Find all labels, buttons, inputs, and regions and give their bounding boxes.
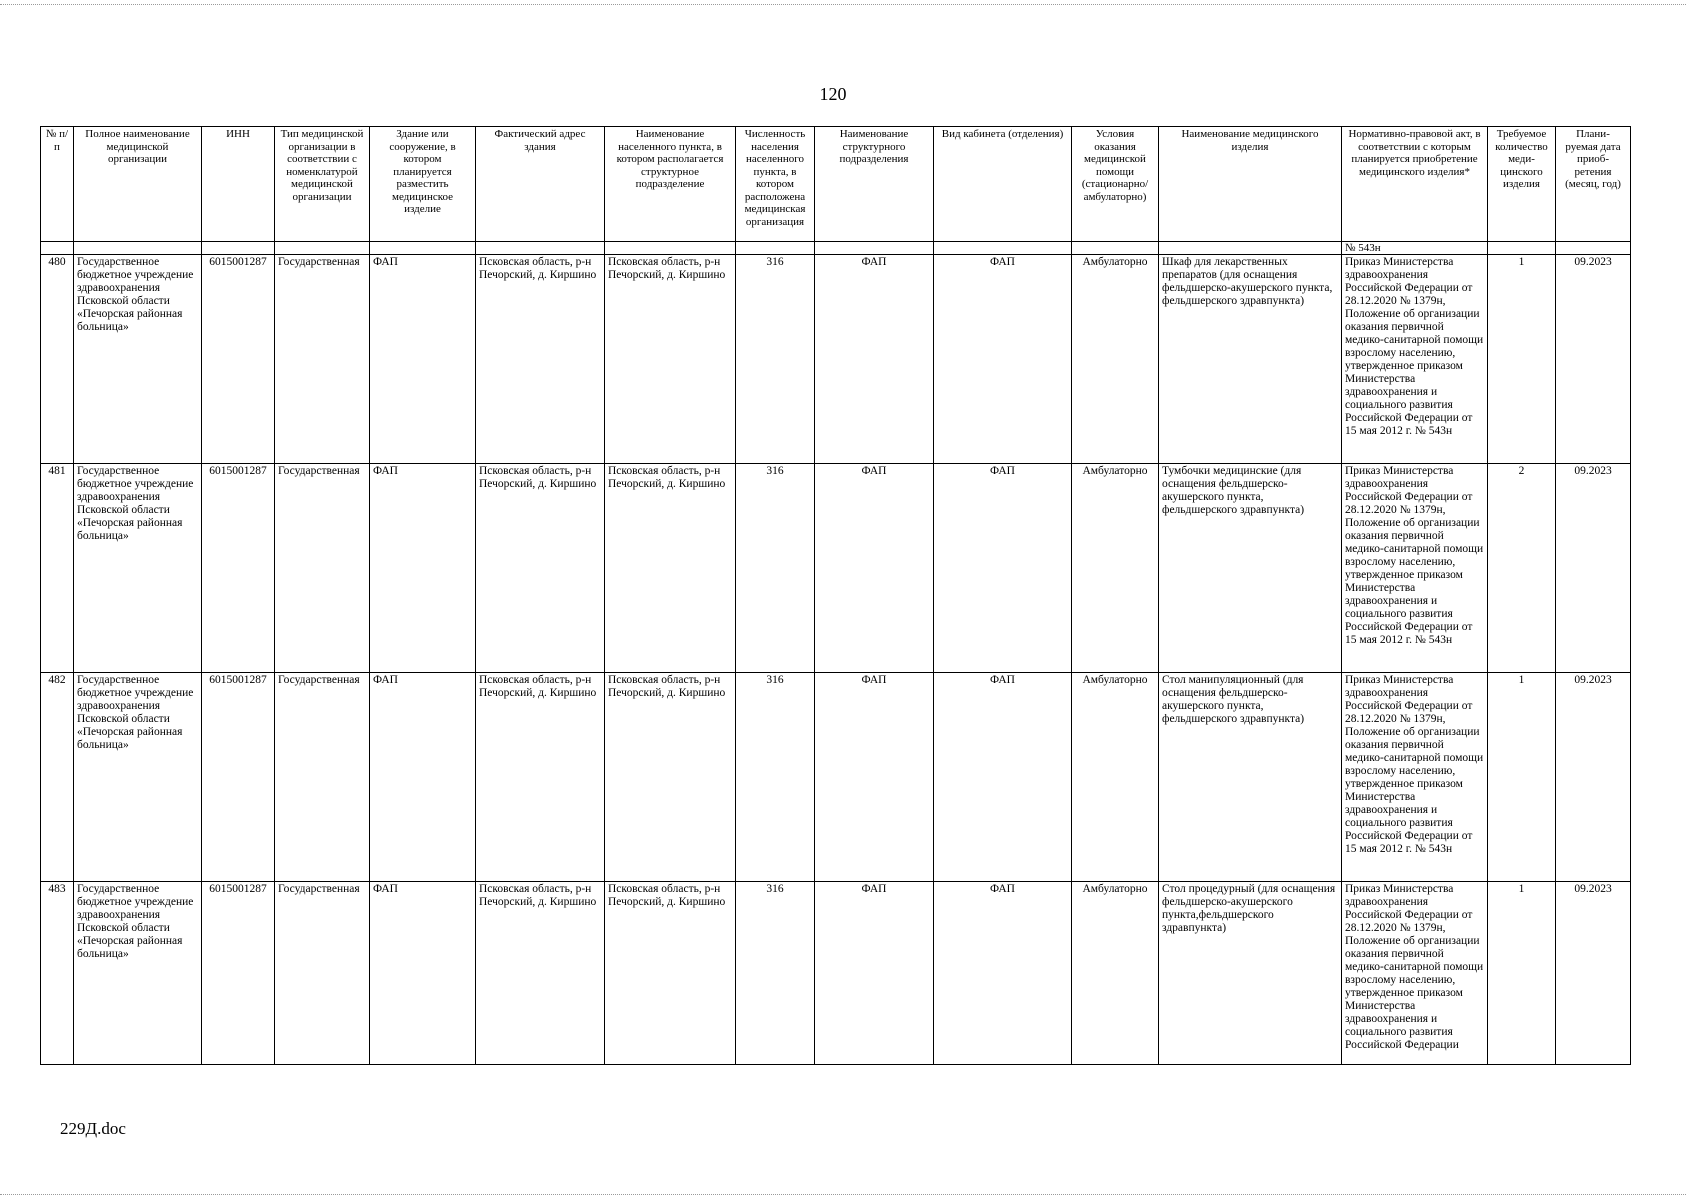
- cell-unit: ФАП: [815, 673, 934, 882]
- cell-org: Государственное бюджетное учреждение здравоохранения Псковской области «Печорская районная больница»: [74, 255, 202, 464]
- cell-date: 09.2023: [1556, 673, 1631, 882]
- cell-unit: ФАП: [815, 255, 934, 464]
- col-header-date: Плани- руемая дата приоб- ретения (месяц, год): [1556, 127, 1631, 242]
- cell-act: Приказ Министерства здравоохранения Российской Федерации от 28.12.2020 № 1379н, Положение об организации оказания первичной медико-санитарной помощи взрослому населению, утвержденное приказом Министерства здравоохранения и социального развития Российской Федерации от 15 мая 2012 г. № 543н: [1342, 464, 1488, 673]
- cell-building: ФАП: [370, 464, 476, 673]
- col-header-num: № п/п: [41, 127, 74, 242]
- col-header-locality: Наименование населенного пункта, в котором располагается структурное подразделение: [605, 127, 736, 242]
- cell-address: Псковская область, р-н Печорский, д. Киршино: [476, 673, 605, 882]
- carryover-act-text: № 543н: [1342, 242, 1488, 255]
- cell-building: ФАП: [370, 255, 476, 464]
- cell-org: Государственное бюджетное учреждение здравоохранения Псковской области «Печорская районная больница»: [74, 464, 202, 673]
- cell-address: Псковская область, р-н Печорский, д. Киршино: [476, 464, 605, 673]
- cell-qty: 1: [1488, 255, 1556, 464]
- col-header-cabinet: Вид кабинета (отделения): [934, 127, 1072, 242]
- cell-num: 483: [41, 882, 74, 1065]
- cell-date: 09.2023: [1556, 882, 1631, 1065]
- cell-building: ФАП: [370, 882, 476, 1065]
- cell-population: 316: [736, 882, 815, 1065]
- cell-device: Шкаф для лекарственных препаратов (для оснащения фельдшерско-акушерского пункта, фельдшерского здравпункта): [1159, 255, 1342, 464]
- cell-population: 316: [736, 464, 815, 673]
- table-row: [41, 673, 1631, 882]
- table-row: [41, 882, 1631, 1065]
- equipment-table: [40, 126, 1631, 1065]
- cell-locality: Псковская область, р-н Печорский, д. Киршино: [605, 882, 736, 1065]
- cell-type: Государственная: [275, 882, 370, 1065]
- col-header-device: Наименование медицинского изделия: [1159, 127, 1342, 242]
- cell-num: 482: [41, 673, 74, 882]
- cell-cabinet: ФАП: [934, 882, 1072, 1065]
- cell-inn: 6015001287: [202, 255, 275, 464]
- cell-population: 316: [736, 255, 815, 464]
- cell-type: Государственная: [275, 255, 370, 464]
- scan-edge-top: [0, 4, 1686, 5]
- cell-qty: 2: [1488, 464, 1556, 673]
- col-header-conditions: Условия оказания медицинской помощи (стационарно/ амбулаторно): [1072, 127, 1159, 242]
- cell-act: Приказ Министерства здравоохранения Российской Федерации от 28.12.2020 № 1379н, Положение об организации оказания первичной медико-санитарной помощи взрослому населению, утвержденное приказом Министерства здравоохранения и социального развития Российской Федерации от 15 мая 2012 г. № 543н: [1342, 673, 1488, 882]
- page-number: 120: [819, 84, 847, 104]
- cell-num: 480: [41, 255, 74, 464]
- cell-qty: 1: [1488, 673, 1556, 882]
- col-header-qty: Требуемое количество меди- цинского изделия: [1488, 127, 1556, 242]
- cell-conditions: Амбулаторно: [1072, 464, 1159, 673]
- cell-conditions: Амбулаторно: [1072, 255, 1159, 464]
- col-header-act: Нормативно-правовой акт, в соответствии с которым планируется приобретение медицинского изделия*: [1342, 127, 1488, 242]
- cell-inn: 6015001287: [202, 673, 275, 882]
- cell-unit: ФАП: [815, 882, 934, 1065]
- cell-cabinet: ФАП: [934, 673, 1072, 882]
- cell-conditions: Амбулаторно: [1072, 882, 1159, 1065]
- col-header-type: Тип медицинской организации в соответствии с номенклатурой медицинской организации: [275, 127, 370, 242]
- col-header-unit: Наименование структурного подразделения: [815, 127, 934, 242]
- cell-device: Стол манипуляционный (для оснащения фельдшерско-акушерского пункта, фельдшерского здравпункта): [1159, 673, 1342, 882]
- cell-inn: 6015001287: [202, 464, 275, 673]
- equipment-table-container: [40, 126, 1631, 1065]
- table-row: [41, 255, 1631, 464]
- cell-type: Государственная: [275, 464, 370, 673]
- col-header-inn: ИНН: [202, 127, 275, 242]
- cell-locality: Псковская область, р-н Печорский, д. Киршино: [605, 673, 736, 882]
- cell-cabinet: ФАП: [934, 464, 1072, 673]
- cell-address: Псковская область, р-н Печорский, д. Киршино: [476, 882, 605, 1065]
- cell-org: Государственное бюджетное учреждение здравоохранения Псковской области «Печорская районная больница»: [74, 673, 202, 882]
- cell-cabinet: ФАП: [934, 255, 1072, 464]
- scan-edge-bottom: [0, 1194, 1686, 1195]
- header-row: [41, 127, 1631, 242]
- cell-locality: Псковская область, р-н Печорский, д. Киршино: [605, 464, 736, 673]
- cell-act: Приказ Министерства здравоохранения Российской Федерации от 28.12.2020 № 1379н, Положение об организации оказания первичной медико-санитарной помощи взрослому населению, утвержденное приказом Министерства здравоохранения и социального развития Российской Федерации: [1342, 882, 1488, 1065]
- footer-filename: 229Д.doc: [60, 1119, 126, 1138]
- cell-unit: ФАП: [815, 464, 934, 673]
- carryover-row: [41, 242, 1631, 255]
- cell-device: Тумбочки медицинские (для оснащения фельдшерско-акушерского пункта, фельдшерского здравпункта): [1159, 464, 1342, 673]
- cell-date: 09.2023: [1556, 464, 1631, 673]
- cell-locality: Псковская область, р-н Печорский, д. Киршино: [605, 255, 736, 464]
- cell-date: 09.2023: [1556, 255, 1631, 464]
- cell-conditions: Амбулаторно: [1072, 673, 1159, 882]
- cell-inn: 6015001287: [202, 882, 275, 1065]
- cell-address: Псковская область, р-н Печорский, д. Киршино: [476, 255, 605, 464]
- cell-device: Стол процедурный (для оснащения фельдшерско-акушерского пункта,фельдшерского здравпункта): [1159, 882, 1342, 1065]
- cell-building: ФАП: [370, 673, 476, 882]
- table-row: [41, 464, 1631, 673]
- cell-num: 481: [41, 464, 74, 673]
- col-header-address: Фактический адрес здания: [476, 127, 605, 242]
- col-header-org: Полное наименование медицинской организации: [74, 127, 202, 242]
- cell-act: Приказ Министерства здравоохранения Российской Федерации от 28.12.2020 № 1379н, Положение об организации оказания первичной медико-санитарной помощи взрослому населению, утвержденное приказом Министерства здравоохранения и социального развития Российской Федерации от 15 мая 2012 г. № 543н: [1342, 255, 1488, 464]
- cell-qty: 1: [1488, 882, 1556, 1065]
- cell-org: Государственное бюджетное учреждение здравоохранения Псковской области «Печорская районная больница»: [74, 882, 202, 1065]
- col-header-building: Здание или сооружение, в котором планируется разместить медицинское изделие: [370, 127, 476, 242]
- cell-population: 316: [736, 673, 815, 882]
- cell-type: Государственная: [275, 673, 370, 882]
- col-header-population: Численность населения населенного пункта, в котором расположена медицинская организация: [736, 127, 815, 242]
